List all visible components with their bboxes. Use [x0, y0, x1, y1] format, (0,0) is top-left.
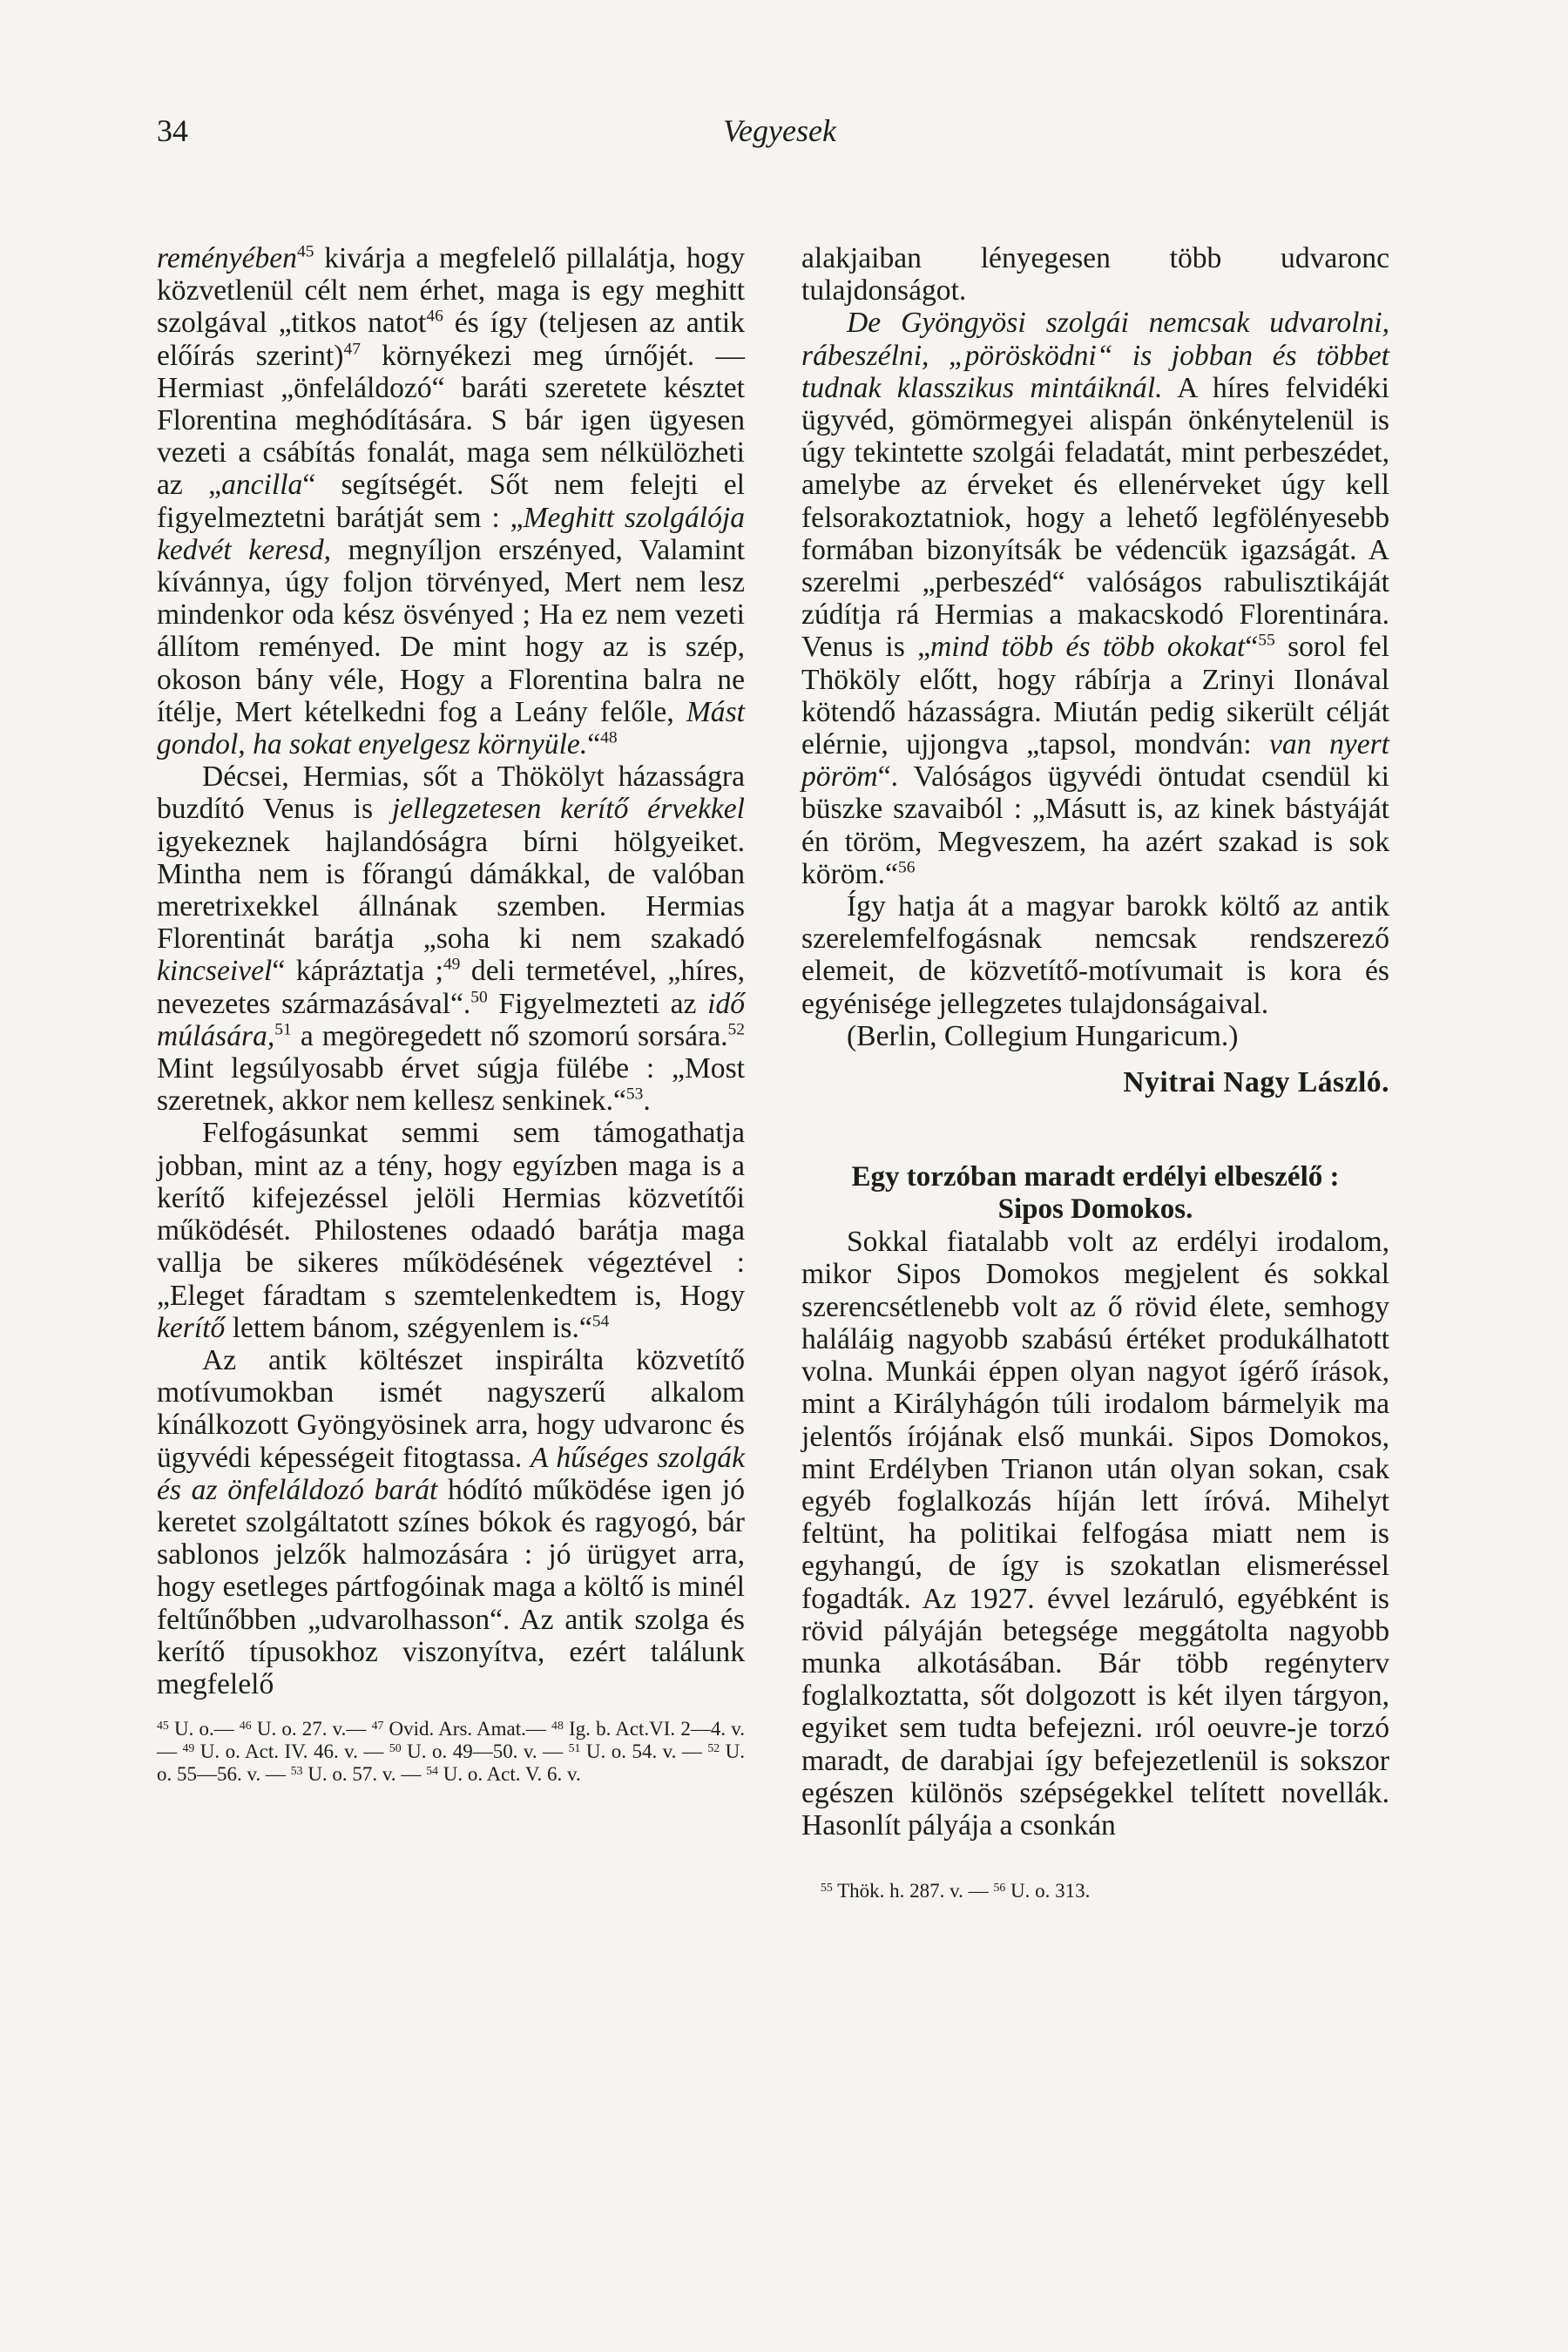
text-run: A híres felvidéki ügyvéd, gömörmegyei alispán önkénytelenül is úgy tekintette szolgái feladatát, mint perbeszédet, amelybe az érveket és ellenérveket úgy kell felsorakoztatniok, hogy a lehető legfölényesebb formában bizonyítsák be védencük igazságát. A szerelmi „perbeszéd“ valóságos rabulisztikáját zúdítja rá Hermias a makacskodó Florentinára. Venus is „ [801, 371, 1390, 664]
italic-phrase: mind több és több okokat [930, 631, 1246, 664]
footnote-text: U. o. 49—50. v. — [401, 1740, 569, 1763]
text-run: kivárja a megfelelő pillalátja, hogy közvetlenül célt nem érhet, maga is egy meghitt szolgával „titkos natot [157, 242, 745, 340]
italic-phrase: A hűséges szolgák és az önfeláldozó barát [157, 1441, 745, 1506]
left-footnotes [157, 1718, 745, 1786]
text-run: lettem bánom, szégyenlem is.“ [225, 1311, 592, 1344]
footnote-number: 53 [290, 1764, 303, 1778]
footnote-number: 55 [821, 1881, 833, 1895]
article-title [801, 1161, 1389, 1226]
footnote-number: 50 [389, 1741, 402, 1755]
italic-phrase: Mást gondol, ha sokat enyelgesz környüle. [157, 695, 745, 761]
footnote-ref: 51 [274, 1020, 292, 1039]
article-title-line-1: Egy torzóban maradt erdélyi elbeszélő : [851, 1161, 1340, 1193]
footnote-number: 52 [707, 1741, 720, 1755]
footnote-text: U. o. 57. v. — [302, 1763, 427, 1786]
right-paragraph-2 [801, 307, 1389, 890]
footnote-text: U. o. 55—56. v. — [157, 1740, 745, 1786]
footnote-text: U. o. 54. v. — [580, 1740, 708, 1763]
italic-phrase: jellegzetesen kerítő érvekkel [391, 793, 745, 826]
italic-phrase: De Gyöngyösi szolgái nemcsak udvarolni, rábeszélni, „pörösködni“ is jobban és többet tudnak klasszikus mintáiknál. [801, 307, 1389, 404]
text-run: Figyelmezteti az [487, 987, 708, 1020]
text-run: környékezi meg úrnőjét. — Hermiast „önfeláldozó“ baráti szeretete késztet Florentina meghódítására. S bár igen ügyesen vezeti a csábítás fonalát, maga sem nélkülözheti az „ [157, 339, 745, 502]
article-title-line-2: Sipos Domokos. [997, 1193, 1193, 1226]
footnote-number: 51 [568, 1741, 581, 1755]
footnote-ref: 56 [897, 858, 916, 877]
italic-phrase: Meghitt szolgálója kedvét keresd, [157, 501, 745, 566]
left-column [157, 242, 745, 1786]
left-paragraph-2 [157, 760, 745, 1117]
footnote-ref: 48 [600, 728, 618, 747]
footnote-text: U. o. 313. [1005, 1880, 1091, 1903]
footnote-number: 48 [551, 1719, 564, 1733]
left-paragraph-4 [157, 1344, 745, 1700]
footnote-text: Ig. b. Act.VI. 2—4. v.— [157, 1718, 745, 1763]
footnote-ref: 55 [1258, 631, 1275, 650]
footnote-ref: 52 [727, 1020, 745, 1039]
text-run: és így (teljesen az antik előírás szerint) [157, 307, 745, 372]
left-paragraph-1 [157, 242, 745, 760]
text-run: Az antik költészet inspirálta közvetítő motívumokban ismét nagyszerű alkalom kínálkozott Gyöngyösinek arra, hogy udvaronc és ügyvédi képességeit fitogtassa. [157, 1343, 745, 1474]
text-run: . [643, 1085, 651, 1118]
footnote-text: Ovid. Ars. Amat.— [383, 1718, 552, 1740]
text-run: hódító működése igen jó keretet szolgáltatott színes bókok és ragyogó, bár sablonos jelzők halmozására : jó ürügyet arra, hogy esetleges pártfogóinak maga a költő is minél feltűnőbben „udvarolhasson“. Az antik szolga és kerítő típusokhoz viszonyítva, ezért találunk megfelelő [157, 1473, 745, 1700]
footnote-number: 49 [182, 1741, 195, 1755]
right-paragraph-3: Így hatja át a magyar barokk költő az antik szerelemfelfogásnak nemcsak rendszerező elemeit, de közvetítő-motívumait is kora és egyénisége jellegzetes tulajdonságaival. [801, 890, 1389, 1020]
footnote-ref: 46 [426, 307, 443, 326]
italic-phrase: idő múlására, [157, 987, 745, 1052]
page-number: 34 [157, 113, 188, 148]
footnote-ref: 49 [443, 955, 461, 974]
footnote-ref: 53 [625, 1085, 644, 1104]
footnote-number: 45 [157, 1719, 169, 1733]
footnote-ref: 47 [343, 339, 361, 358]
italic-phrase: reményében [157, 242, 297, 274]
text-run: deli termetével, „híres, nevezetes származásával“. [157, 955, 745, 1020]
right-column [801, 242, 1389, 1903]
text-run: igyekeznek hajlandóságra bírni hölgyeiket. Mintha nem is főrangú dámákkal, de valóban meretrixekkel állnának szemben. Hermias Florentinát barátja „soha ki nem szakadó [157, 825, 745, 956]
text-run: “ [1245, 631, 1259, 664]
footnote-ref: 50 [470, 988, 488, 1007]
footnote-text: U. o. Act. IV. 46. v. — [194, 1740, 389, 1763]
footnote-number: 46 [239, 1719, 252, 1733]
left-paragraph-3 [157, 1117, 745, 1343]
italic-phrase: ancilla [221, 469, 303, 502]
right-footnotes [801, 1880, 1389, 1903]
place-note: (Berlin, Collegium Hungaricum.) [847, 1019, 1239, 1052]
author-signature: Nyitrai Nagy László. [1123, 1066, 1389, 1099]
text-run: sorol fel Thököly előtt, hogy rábírja a Zrinyi Ilonával kötendő házasságra. Miután pedig sikerült célját elérnie, ujjongva „tapsol, mondván: [801, 631, 1389, 761]
footnote-ref: 54 [591, 1312, 610, 1331]
text-run: a megöregedett nő szomorú sorsára. [291, 1019, 728, 1052]
footnote-text: U. o. 27. v.— [251, 1718, 372, 1740]
text-run: “ kápráztatja ; [272, 955, 443, 988]
footnote-text: Thök. h. 287. v. — [832, 1880, 994, 1903]
text-run: Felfogásunkat semmi sem támogathatja jobban, mint az a tény, hogy egyízben maga is a kerítő kifejezéssel jelöli Hermias közvetítői működését. Philostenes odaadó barátja maga vallja be sikeres működésének végeztével : „Eleget fáradtam s szemtelenkedtem is, Hogy [157, 1117, 745, 1312]
text-run: megnyíljon erszényed, Valamint kívánnya, úgy foljon törvényed, Mert nem lesz mindenkor oda kész ösvényed ; Ha ez nem vezeti állítom reményed. De mint hogy az is szép, okoson bány véle, Hogy a Florentina balra ne ítélje, Mert kételkedni fog a Leány felőle, [157, 533, 745, 728]
italic-phrase: kincseivel [157, 955, 273, 988]
text-run: “. Valóságos ügyvédi öntudat csendül ki büszke szavaiból : „Másutt is, az kinek bástyáját én töröm, Megveszem, ha azért szakad is sok köröm.“ [801, 760, 1389, 890]
italic-phrase: van nyert pöröm [801, 728, 1390, 794]
text-run: “ segítségét. Sőt nem felejti el figyelmeztetni barátját sem : „ [157, 469, 745, 534]
footnote-number: 54 [426, 1764, 438, 1778]
text-run: “ [587, 728, 601, 761]
footnote-text: U. o. Act. V. 6. v. [437, 1763, 581, 1786]
text-run: Mint legsúlyosabb érvet súgja fülébe : „Most szeretnek, akkor nem kellesz senkinek.“ [157, 1052, 745, 1118]
text-run: Décsei, Hermias, sőt a Thökölyt házasságra buzdító Venus is [157, 760, 745, 826]
footnote-number: 47 [371, 1719, 384, 1733]
article-paragraph-1: Sokkal fiatalabb volt az erdélyi irodalom, mikor Sipos Domokos megjelent és sokkal szerencsétlenebb volt az ő rövid élete, semhogy haláláig nagyobb szabású értéket produkálhatott volna. Munkái éppen olyan nagyot ígérő írások, mint a Királyhágón túli irodalom bármelyik ma jelentős írójának első munkái. Sipos Domokos, mint Erdélyben Trianon után olyan sokan, csak egyéb foglalkozás híján lett íróvá. Mihelyt feltünt, ha politikai felfogása miatt nem is egyhangú, de így is szokatlan elismeréssel fogadták. Az 1927. évvel lezáruló, egyébként is rövid pályáján betegsége meggátolta nagyobb munka alkotásában. Bár több regényterv foglalkoztatta, sőt dolgozott is két ilyen tárgyon, egyiket sem tudta befejezni. ıról oeuvre-je torzó maradt, de darabjai így befejezetlenül is sokszor egészen különös szépségekkel telített novellák. Hasonlít pályája a csonkán [801, 1226, 1389, 1842]
footnote-text: U. o.— [168, 1718, 240, 1740]
footnote-number: 56 [993, 1881, 1006, 1895]
italic-phrase: kerítő [157, 1311, 226, 1344]
running-title: Vegyesek [723, 113, 836, 148]
footnote-ref: 45 [296, 242, 314, 261]
right-paragraph-1: alakjaiban lényegesen több udvaronc tulajdonságot. [801, 242, 1389, 308]
